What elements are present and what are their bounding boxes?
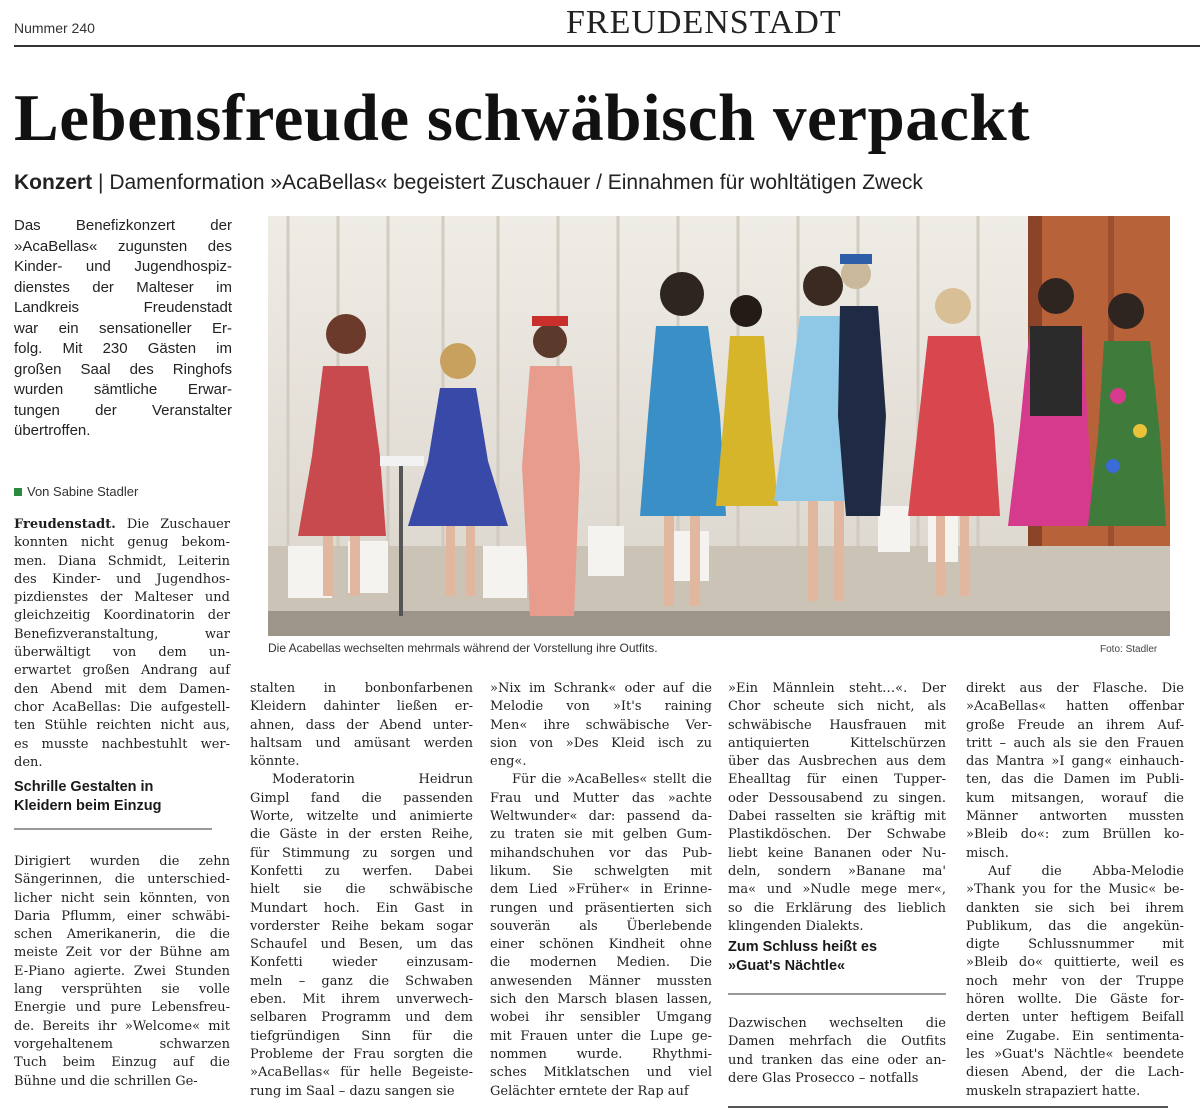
photo-caption: Die Acabellas wechselten mehrmals während der Vorstellung ihre Outfits. [268,641,658,655]
text-line: den Abend mit dem Damen- [14,681,230,697]
text-line: tiefgründigen Sinn für die [250,1028,473,1044]
text-line: eng«. [490,754,527,770]
text-line: Freudenstadt. Die Zuschauer [14,517,230,532]
text-line: Weltwunder« dar: passend da- [490,809,712,825]
text-line: Schaufel und Besen, um das [250,937,473,953]
text-line: meiste Zeit vor der Bühne am [14,945,230,961]
text-line: Sängerinnen, die unterschied- [14,872,230,888]
text-line: eben. Mit ihrem unverwech- [250,992,473,1008]
subheadline-text: Damenformation »AcaBellas« begeistert Zuschauer / Einnahmen für wohltätigen Zweck [109,171,923,194]
text-line: deln, sondern »Banane ma' [728,863,946,879]
text-line: großen Saal des Ringhofs [14,360,232,378]
text-line: Melodie von »It's raining [490,699,712,715]
text-line: de. Bereits ihr »Welcome« mit [14,1018,230,1034]
text-line: tritt – auch als sie den Frauen [966,735,1184,751]
text-line: dankten sie sich bei ihrem [966,900,1184,916]
text-line: wurden sämtliche Erwar- [14,381,232,398]
text-line: meln – ganz die Schwaben [250,973,473,989]
text-line: antiquierten Kittelschürzen [728,735,946,751]
text-line: Energie und pure Lebensfreu- [14,1000,230,1016]
text-line: »Ein Männlein steht…«. Der [728,681,946,696]
subhead-rule [14,828,212,830]
text-line: Das Benefizkonzert der [14,217,232,234]
text-line: »Nix im Schrank« oder auf die [490,681,712,696]
header-rule [14,45,1200,47]
text-line: Tuch beim Einzug auf die [14,1055,230,1071]
text-line: Schrille Gestalten in [14,779,154,795]
text-line: mihandschuhen vor das Pub- [490,845,712,861]
text-line: sches Mitklatschen und viel [490,1065,712,1081]
text-line: dere Glas Prosecco – notfalls [728,1070,919,1086]
teaser-text [14,216,232,442]
text-line: gleichzeitig Koordinatorin der [14,608,230,624]
text-line: Worte, witzelte und animierte [250,809,473,825]
text-line: Dabei rasselten sie kräftig mit [728,809,946,825]
column-1-top [14,516,230,772]
text-line: erwartet großen Andrang auf [14,663,230,679]
text-line: Damen mehrfach die Outfits [728,1034,946,1050]
issue-number: Nummer 240 [14,20,95,36]
text-line: les »Guat's Nächtle« beendete [966,1046,1184,1062]
text-line: überwältigt von dem un- [14,645,230,661]
text-line: E-Piano agierte. Zwei Stunden [14,963,230,979]
subheadline-kicker: Konzert [14,171,93,194]
text-line: und tranken das eine oder an- [728,1052,946,1068]
text-line: Kleidern beim Einzug [14,798,162,814]
text-line: konnten nicht genug bekom- [14,535,230,551]
column-5 [966,680,1184,1101]
text-line: Chor scheute sich nicht, als [728,699,946,715]
text-line: tungen der Veranstalter [14,401,232,419]
text-line: likum. Sie schwelgten mit [490,863,712,879]
text-line: folg. Mit 230 Gästen im [14,340,232,357]
text-line: noch mehr von der Truppe [966,973,1184,989]
text-line: Zum Schluss heißt es [728,939,878,955]
text-line: Dirigiert wurden die zehn [14,854,230,869]
text-line: Landkreis Freudenstadt [14,299,232,316]
text-line: zu traten sie mit gelben Gum- [490,827,712,843]
text-line: des Kinder- und Jugendhos- [14,571,230,587]
text-line: ten Stühle reichten nicht aus, [14,718,230,734]
subhead-rule [728,993,946,995]
text-line: Probleme der Frau sorgten die [250,1046,473,1062]
text-line: hören wollte. Die Gäste for- [966,992,1184,1008]
text-line: Auf die Abba-Melodie [988,863,1184,879]
text-line: »Bleib do«: zum Brüllen ko- [966,827,1184,843]
text-line: diesen Abend, der die Lach- [966,1065,1184,1081]
text-line: schen Amerikanerin, die die [14,927,230,943]
text-line: Publikum, das die angekün- [966,918,1184,934]
text-line: haltsam und amüsant werden [250,735,473,751]
text-line: könnte. [250,754,300,770]
text-line: vorgehaltenem schwarzen [14,1036,230,1052]
text-line: muskeln strapaziert hatte. [966,1083,1141,1099]
text-line: rung im Saal – dazu sangen sie [250,1083,455,1099]
text-line: misch. [966,845,1009,861]
text-line: »Thank you for the Music« be- [966,882,1184,898]
photo-credit: Foto: Stadler [1100,644,1158,655]
text-line: Kinder- und Jugendhospiz- [14,258,232,275]
text-line: rungen und präsentierten sich [490,900,712,916]
text-line: Konfetti zu werfen. Dabei [250,863,473,879]
text-line: so die Erklärung des lieblich [728,900,946,916]
text-line: Frau und Mutter das »achte [490,790,712,806]
text-line: souverän als Überlebende [490,918,712,934]
text-line: Dazwischen wechselten die [728,1016,946,1031]
text-line: digte Schlussnummer mit [966,937,1184,953]
text-line: es musste nachbestuhlt wer- [14,736,230,752]
text-line: Ehealltag für einen Tupper- [728,772,946,788]
text-line: ahnen, dass der Abend unter- [250,717,473,733]
text-line: anwesenden Männer mussten [490,973,712,989]
text-line: über das Ausbrechen aus dem [728,754,946,770]
text-line: Konfetti wieder einzusam- [250,955,473,971]
bottom-rule [728,1106,1168,1108]
text-line: oder Dessousabend zu singen. [728,790,946,806]
text-line: licher nicht sein könnten, von [14,890,230,906]
text-line: Mundart hoch. Ein Gast in [250,900,473,916]
text-line: mit Frauen unter die Lupe ge- [490,1028,712,1044]
author-name: Von Sabine Stadler [27,484,139,499]
text-line: schwäbische Hausfrauen mit [728,717,946,733]
text-line: Daria Pflumm, einer schwäbi- [14,908,230,924]
text-line: Benefizveranstaltung, war [14,626,230,642]
text-line: nommen wurde. Rhythmi- [490,1046,712,1062]
text-line: Gelächter erntete der Rap auf [490,1083,689,1099]
text-line: wobei ihr sensibler Umgang [490,1010,712,1026]
text-line: Moderatorin Heidrun [272,772,473,788]
subheadline-separator: | [98,171,110,194]
text-line: chor AcaBellas: Die aufgestell- [14,699,230,715]
text-line: Gimpl fand die passenden [250,790,473,806]
text-line: die Gäste in der ersten Reihe, [250,827,473,843]
text-line: lang versprühten sie volle [14,982,230,998]
text-line: einer schönen Kindheit ohne [490,937,712,953]
text-line: Männer antworten mussten [966,809,1184,825]
text-line: ma« und »Nudle mege mer«, [728,882,946,898]
subheadline [14,171,923,195]
text-line: »Bleib do« quittierte, weil es [966,955,1184,971]
text-line: die modernen Medien. Die [490,955,712,971]
text-line: kum mitsangen, worauf die [966,790,1184,806]
text-line: Kleidern dahinter ließen er- [250,699,473,715]
text-line: liebt keine Bananen oder Nu- [728,845,946,861]
column-2 [250,680,473,1101]
text-line: Plastikdöschen. Der Schwabe [728,827,946,843]
text-line: derten unter heftigem Beifall [966,1010,1184,1026]
text-line: »AcaBellas« hatten offenbar [966,699,1184,715]
text-line: große Freude an ihrem Auf- [966,717,1184,733]
text-line: dem Lied »Früher« in Erinne- [490,882,712,898]
text-line: Für die »AcaBelles« stellt die [512,772,712,788]
text-line: für Stimmung zu sorgen und [250,845,473,861]
text-line: eine Zugabe. Ein sentimenta- [966,1028,1184,1044]
text-line: hielt sie die schwäbische [250,882,473,898]
text-line: men. Diana Schmidt, Leiterin [14,553,230,569]
text-line: den. [14,754,43,770]
text-line: war ein sensationeller Er- [14,319,232,337]
text-line: selbaren Programm und dem [250,1010,473,1026]
text-line: ten, das die Damen im Publi- [966,772,1184,788]
text-line: sion von »Des Kleid isch zu [490,735,712,751]
column-4-subhead [728,938,946,976]
text-line: direkt aus der Flasche. Die [966,681,1184,696]
text-line: vorderster Reihe bekam sogar [250,918,473,934]
column-3 [490,680,712,1101]
text-line: sich den Marsch blasen lassen, [490,992,712,1008]
column-1-subhead [14,778,230,816]
bullet-square-icon [14,488,22,496]
text-line: Bühne und die schrillen Ge- [14,1073,198,1089]
author-byline [14,484,138,499]
text-line: pizdienstes der Malteser und [14,590,230,606]
text-line: stalten in bonbonfarbenen [250,681,473,696]
text-line: »AcaBellas« für helle Begeiste- [250,1065,473,1081]
stage-illustration [268,216,1170,636]
text-line: das Mantra »I gang« einhauch- [966,754,1184,770]
column-4-top [728,680,946,936]
column-1-bottom [14,853,230,1091]
headline: Lebensfreude schwäbisch verpackt [14,81,1031,155]
text-line: klingenden Dialekts. [728,918,864,934]
text-line: »AcaBellas« zugunsten des [14,237,232,255]
text-line: Men« ihre schwäbische Ver- [490,717,712,733]
text-line: übertroffen. [14,422,91,439]
text-line: dienstes der Malteser im [14,278,232,296]
section-title: FREUDENSTADT [566,4,842,41]
text-line: »Guat's Nächtle« [728,958,846,974]
column-4-bottom [728,1015,946,1088]
concert-photo [268,216,1170,636]
